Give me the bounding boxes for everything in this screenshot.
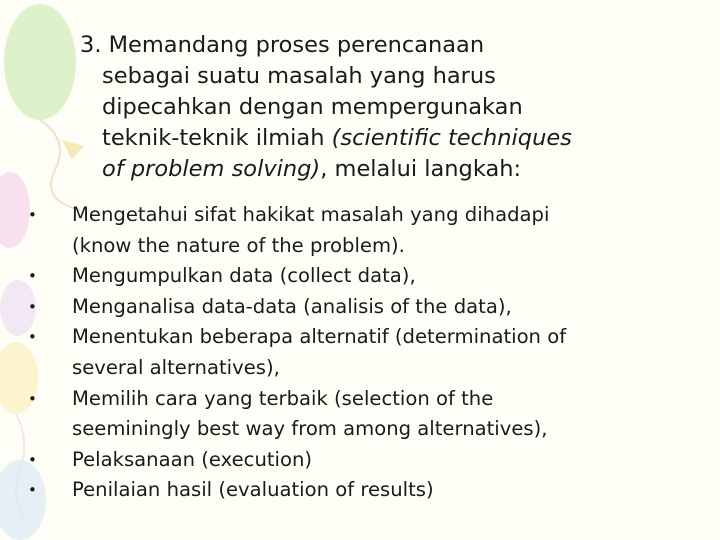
heading-italic-text: of problem solving) xyxy=(102,156,321,182)
step-list-item xyxy=(28,322,698,383)
heading-line: sebagai suatu masalah yang harus xyxy=(102,63,496,89)
balloon-string-decoration xyxy=(40,120,80,210)
heading-line: 3. Memandang proses perencanaan xyxy=(80,32,485,58)
bullet-icon: • xyxy=(28,328,37,347)
step-text-line: Mengetahui sifat hakikat masalah yang dihadapi xyxy=(72,203,550,226)
step-text-line: Menentukan beberapa alternatif (determination of xyxy=(72,325,567,349)
heading-text: , melalui langkah: xyxy=(320,156,522,182)
bullet-icon: • xyxy=(28,297,37,316)
heading-line xyxy=(80,154,700,185)
bullet-icon: • xyxy=(28,450,37,469)
step-text-line: seeminingly best way from among alternatives), xyxy=(72,417,548,441)
balloon-green-decoration xyxy=(4,4,76,120)
step-text-line: (know the nature of the problem). xyxy=(72,233,405,257)
step-list-item xyxy=(28,292,698,323)
step-text-line: Mengumpulkan data (collect data), xyxy=(72,264,416,288)
slide-heading xyxy=(80,30,700,185)
step-list-item xyxy=(28,445,698,476)
bullet-icon: • xyxy=(28,206,37,224)
heading-line: dipecahkan dengan mempergunakan xyxy=(102,94,523,120)
bullet-icon: • xyxy=(28,481,37,500)
bullet-icon: • xyxy=(28,267,37,286)
step-text-line: Memilih cara yang terbaik (selection of the xyxy=(72,386,494,410)
step-text-line: Pelaksanaan (execution) xyxy=(72,447,313,471)
heading-italic-text: (scientific techniques xyxy=(331,125,572,151)
heading-line xyxy=(80,123,700,154)
steps-list xyxy=(28,200,698,506)
balloon-pink-decoration xyxy=(0,172,30,248)
heading-text: teknik-teknik ilmiah xyxy=(102,125,332,151)
step-text-line: Penilaian hasil (evaluation of results) xyxy=(72,478,434,502)
step-text-line: Menganalisa data-data (analisis of the data), xyxy=(72,294,512,318)
step-text-line: several alternatives), xyxy=(72,355,280,379)
step-list-item xyxy=(28,261,698,292)
step-list-item xyxy=(28,475,698,506)
bullet-icon: • xyxy=(28,389,37,408)
step-list-item xyxy=(28,200,698,261)
step-list-item xyxy=(28,384,698,445)
